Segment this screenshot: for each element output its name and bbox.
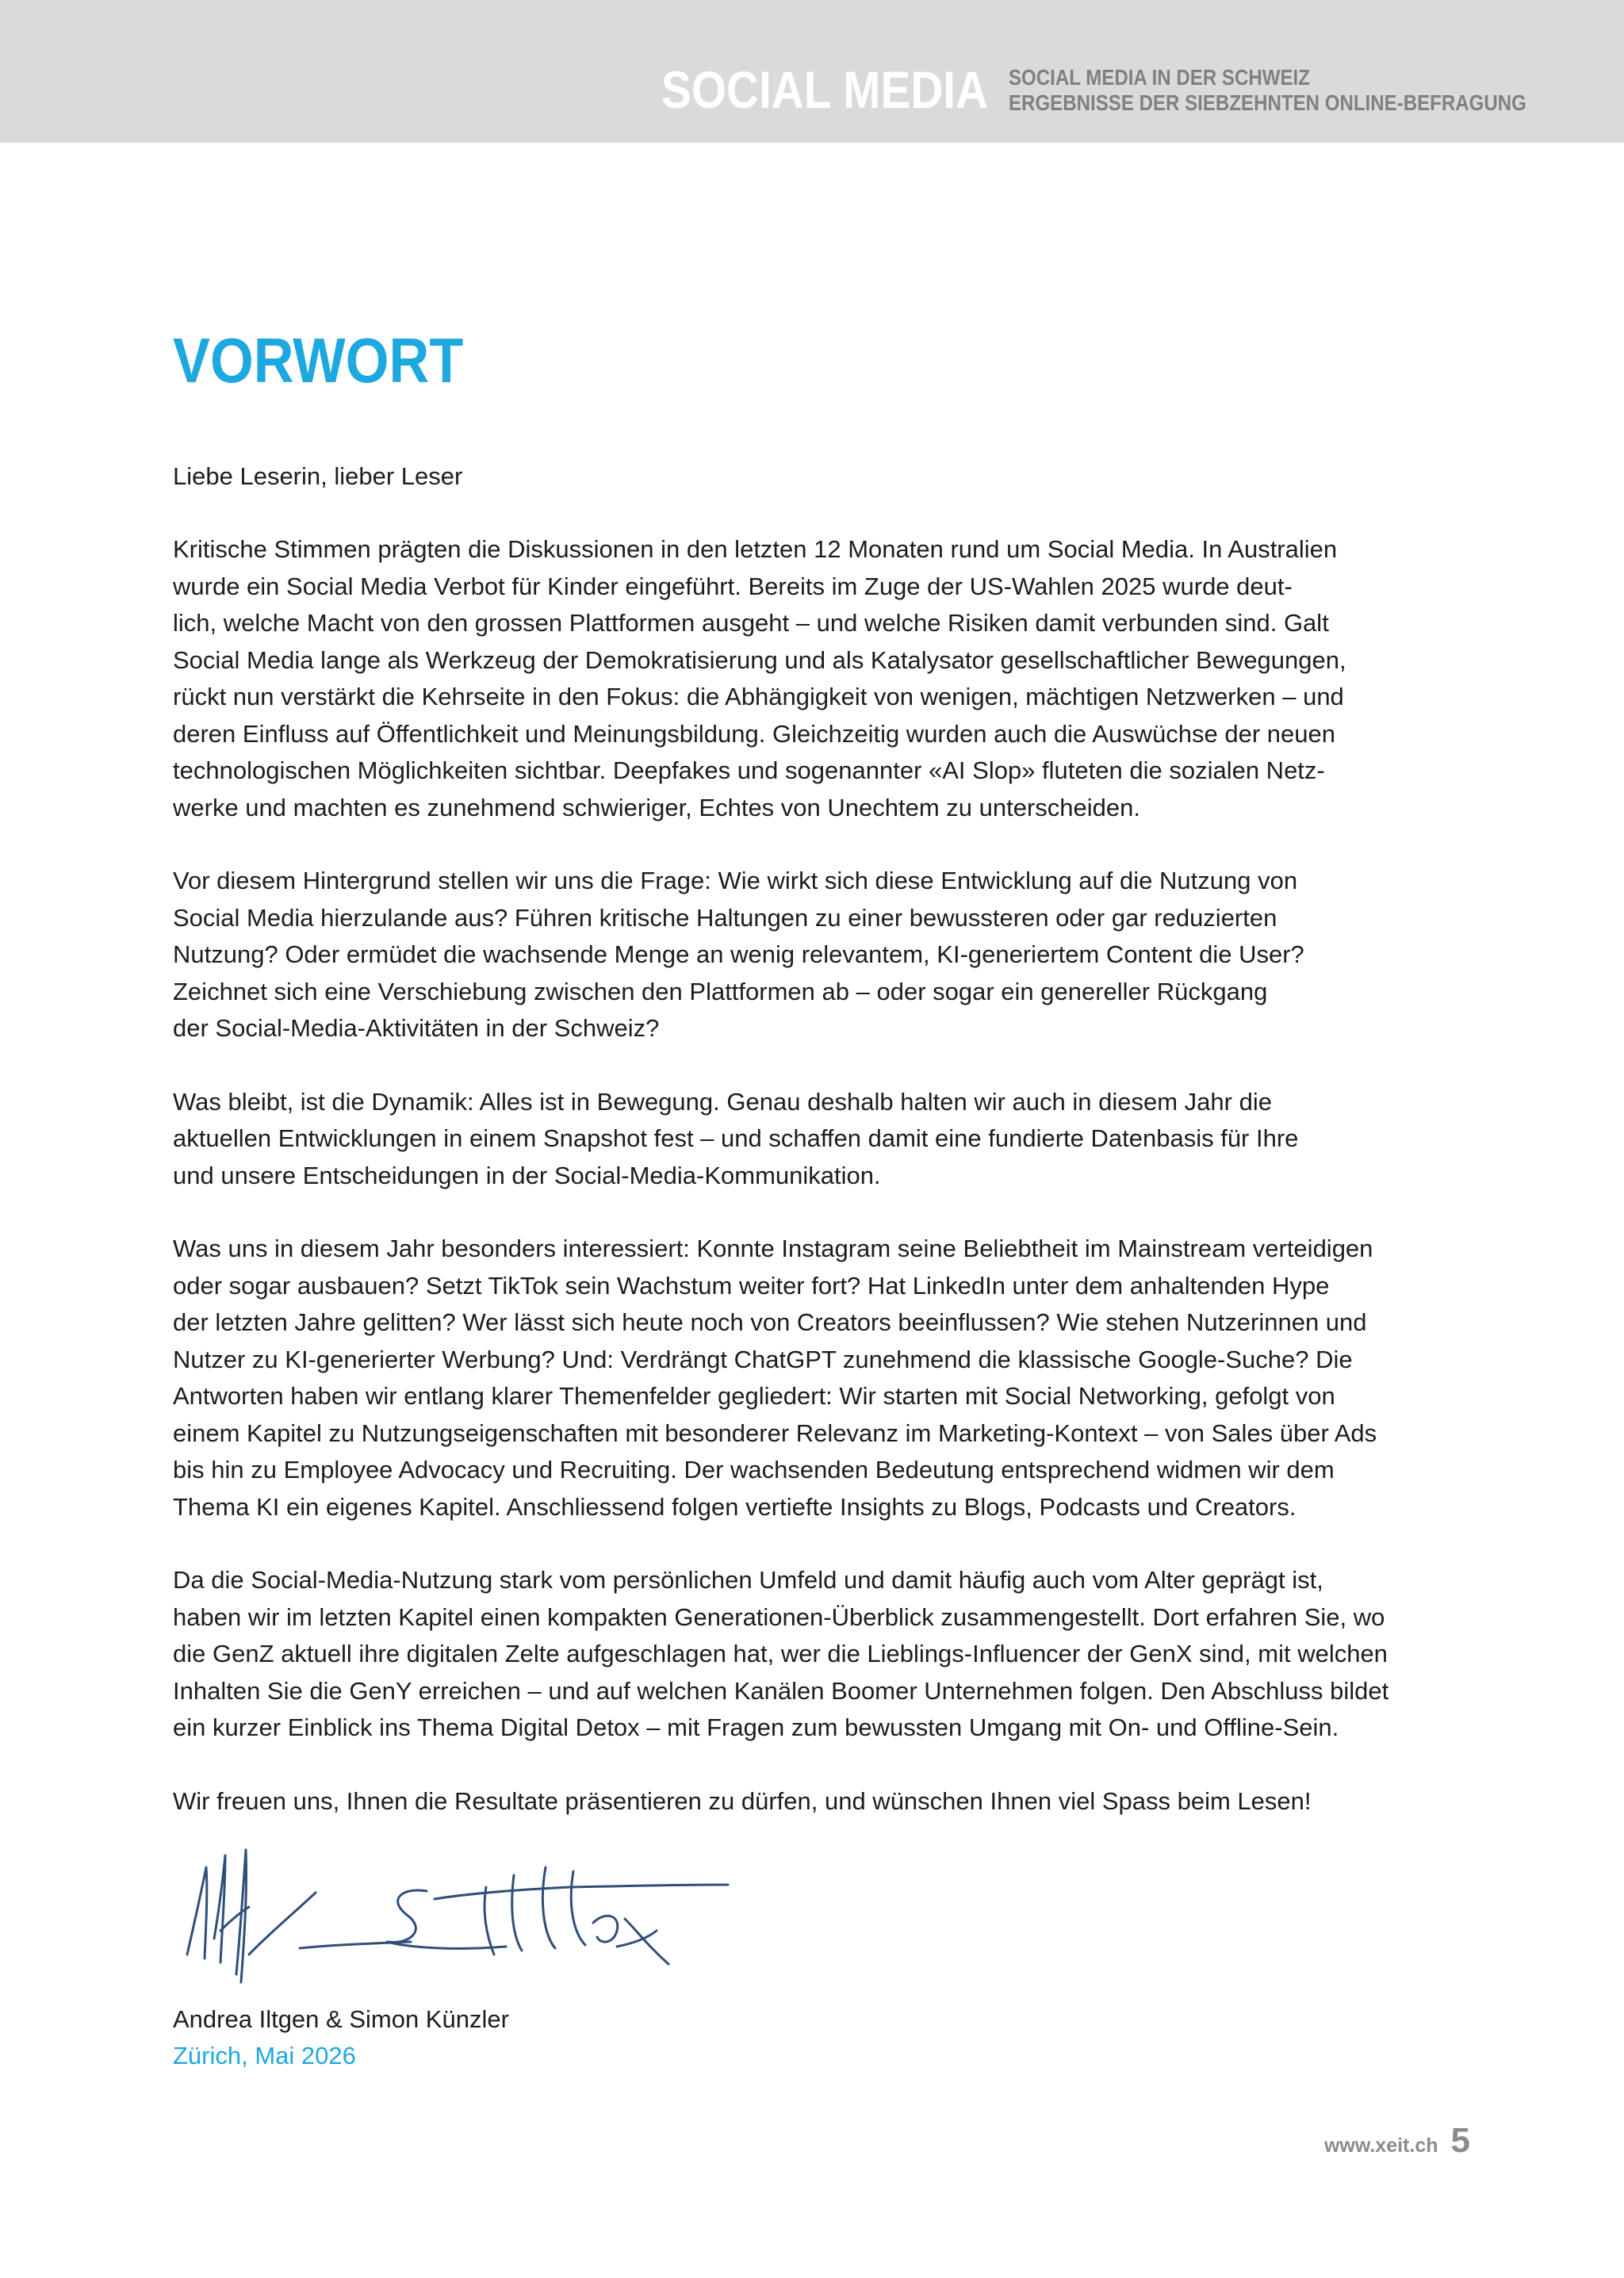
paragraph-line: der Social-Media-Aktivitäten in der Schweiz? bbox=[173, 1014, 660, 1042]
paragraph-line: einem Kapitel zu Nutzungseigenschaften mit besonderer Relevanz im Marketing-Kontext – von Sales über Ads bbox=[173, 1418, 1377, 1447]
paragraph bbox=[173, 1562, 1457, 1747]
paragraph bbox=[173, 1783, 1457, 1820]
paragraph-line: Zeichnet sich eine Verschiebung zwischen den Plattformen ab – oder sogar ein genereller Rückgang bbox=[173, 977, 1268, 1005]
paragraph-line: aktuellen Entwicklungen in einem Snapshot fest – und schaffen damit eine fundierte Datenbasis für Ihre bbox=[173, 1124, 1299, 1152]
paragraph-line: und unsere Entscheidungen in der Social-Media-Kommunikation. bbox=[173, 1161, 881, 1189]
paragraph-line: Antworten haben wir entlang klarer Themenfelder gegliedert: Wir starten mit Social Networking, gefolgt von bbox=[173, 1382, 1335, 1410]
paragraph-line: Thema KI ein eigenes Kapitel. Anschliessend folgen vertiefte Insights zu Blogs, Podcasts und Creators. bbox=[173, 1492, 1297, 1521]
paragraph-line: Was bleibt, ist die Dynamik: Alles ist in Bewegung. Genau deshalb halten wir auch in diesem Jahr die bbox=[173, 1087, 1272, 1116]
header-subtitle bbox=[1009, 65, 1526, 116]
paragraph-line: Inhalten Sie die GenY erreichen – und auf welchen Kanälen Boomer Unternehmen folgen. Den Abschluss bildet bbox=[173, 1676, 1389, 1705]
paragraph-line: haben wir im letzten Kapitel einen kompakten Generationen-Überblick zusammengestellt. Dort erfahren Sie, wo bbox=[173, 1602, 1385, 1631]
paragraph-line: oder sogar ausbauen? Setzt TikTok sein Wachstum weiter fort? Hat LinkedIn unter dem anhaltenden Hype bbox=[173, 1271, 1330, 1300]
footer-url: www.xeit.ch bbox=[1323, 2134, 1438, 2157]
header-title: SOCIAL MEDIA bbox=[661, 60, 989, 119]
page-title: VORWORT bbox=[173, 325, 464, 396]
authors: Andrea Iltgen & Simon Künzler bbox=[173, 2005, 509, 2033]
paragraph-line: Kritische Stimmen prägten die Diskussionen in den letzten 12 Monaten rund um Social Media. In Australien bbox=[173, 535, 1338, 563]
paragraph bbox=[173, 1084, 1457, 1195]
paragraph-line: rückt nun verstärkt die Kehrseite in den Fokus: die Abhängigkeit von wenigen, mächtigen Netzwerken – und bbox=[173, 683, 1344, 710]
main-content bbox=[173, 325, 1457, 1820]
paragraph-line: die GenZ aktuell ihre digitalen Zelte aufgeschlagen hat, wer die Lieblings-Influencer der GenX sind, mit welchen bbox=[173, 1640, 1388, 1667]
salutation: Liebe Leserin, lieber Leser bbox=[173, 462, 463, 490]
paragraph-line: der letzten Jahre gelitten? Wer lässt sich heute noch von Creators beeinflussen? Wie stehen Nutzerinnen und bbox=[173, 1308, 1367, 1336]
paragraph-line: wurde ein Social Media Verbot für Kinder eingeführt. Bereits im Zuge der US-Wahlen 2025 wurde deut- bbox=[173, 572, 1293, 600]
page-number: 5 bbox=[1450, 2121, 1470, 2160]
paragraph-line: werke und machten es zunehmend schwieriger, Echtes von Unechtem zu unterscheiden. bbox=[173, 793, 1141, 821]
header-subtitle-line-2: ERGEBNISSE DER SIEBZEHNTEN ONLINE-BEFRAGUNG bbox=[1009, 90, 1526, 115]
place-date: Zürich, Mai 2026 bbox=[173, 2042, 356, 2069]
paragraph-line: deren Einfluss auf Öffentlichkeit und Meinungsbildung. Gleichzeitig wurden auch die Auswüchse der neuen bbox=[173, 719, 1335, 748]
paragraph-line: Social Media hierzulande aus? Führen kritische Haltungen zu einer bewussteren oder gar reduzierten bbox=[173, 903, 1277, 932]
paragraph-line: Vor diesem Hintergrund stellen wir uns die Frage: Wie wirkt sich diese Entwicklung auf die Nutzung von bbox=[173, 867, 1298, 894]
paragraph bbox=[173, 531, 1457, 826]
paragraph-line: bis hin zu Employee Advocacy und Recruiting. Der wachsenden Bedeutung entsprechend widmen wir dem bbox=[173, 1456, 1335, 1484]
header-subtitle-line-1: SOCIAL MEDIA IN DER SCHWEIZ bbox=[1009, 65, 1310, 90]
signature-image bbox=[173, 1843, 744, 1994]
paragraph-line: Nutzung? Oder ermüdet die wachsende Menge an wenig relevantem, KI-generiertem Content die User? bbox=[173, 940, 1304, 968]
page-footer bbox=[1324, 2121, 1470, 2161]
paragraph-line: Was uns in diesem Jahr besonders interessiert: Konnte Instagram seine Beliebtheit im Mainstream verteidigen bbox=[173, 1235, 1373, 1262]
paragraph-line: Da die Social-Media-Nutzung stark vom persönlichen Umfeld und damit häufig auch vom Alter geprägt ist, bbox=[173, 1566, 1323, 1594]
paragraph-line: technologischen Möglichkeiten sichtbar. Deepfakes und sogenannter «AI Slop» fluteten die sozialen Netz- bbox=[173, 756, 1325, 784]
paragraph-line: Nutzer zu KI-generierter Werbung? Und: Verdrängt ChatGPT zunehmend die klassische Google-Suche? Die bbox=[173, 1345, 1353, 1373]
paragraph-line: lich, welche Macht von den grossen Plattformen ausgeht – und welche Risiken damit verbunden sind. Galt bbox=[173, 609, 1329, 637]
paragraph bbox=[173, 1231, 1457, 1526]
body-text bbox=[173, 531, 1457, 1820]
paragraph-line: Social Media lange als Werkzeug der Demokratisierung und als Katalysator gesellschaftlicher Bewegungen, bbox=[173, 645, 1346, 674]
paragraph-line: Wir freuen uns, Ihnen die Resultate präsentieren zu dürfen, und wünschen Ihnen viel Spass beim Lesen! bbox=[173, 1786, 1312, 1815]
paragraph-line: ein kurzer Einblick ins Thema Digital Detox – mit Fragen zum bewussten Umgang mit On- und Offline-Sein. bbox=[173, 1713, 1339, 1741]
paragraph bbox=[173, 863, 1457, 1047]
